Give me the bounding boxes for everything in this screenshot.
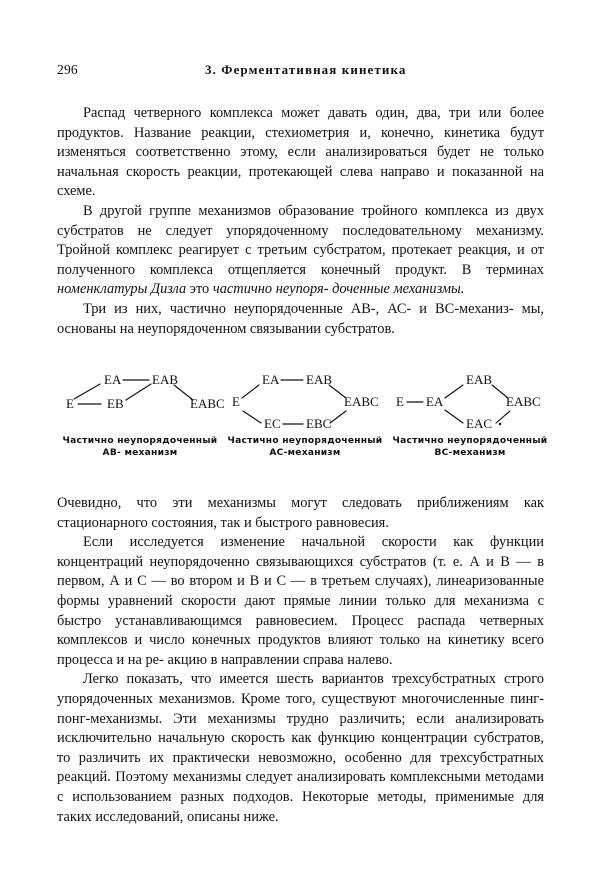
node-ec: EC: [264, 416, 281, 431]
figure-ab-mechanism: [52, 366, 228, 476]
edge-eabc-ebc: [330, 411, 346, 423]
figure-bc-caption: [388, 436, 552, 459]
figure-ab-caption-line1: Частично неупорядоченный: [62, 436, 218, 446]
edge-e-ea: [74, 384, 100, 399]
running-head: [57, 62, 544, 80]
paragraph-2-lead: В другой группе механизмов образование тройного комплекса из двух субстратов не следует упорядоченному последовательному механизму. Тройной комплекс реагирует с третьим субстратом, протекает реакция, и от полученного комплекса отщепляется конечный продукт. В терминах: [57, 202, 544, 278]
body-text-lower: [57, 494, 544, 827]
edge-ea-eac: [445, 410, 463, 423]
node-ea: EA: [104, 372, 122, 387]
figure-bc-mechanism: [388, 366, 552, 476]
node-ea: EA: [262, 372, 280, 387]
paragraph-6-tail: таких исследований, описаны ниже.: [57, 808, 279, 825]
paragraph-3: [57, 300, 544, 339]
node-e: E: [66, 396, 74, 411]
ab-mechanism-graph: [52, 366, 228, 432]
figure-ac-caption-line2: АС-механизм: [269, 447, 341, 458]
paragraph-2: [57, 202, 544, 300]
paragraph-5-lead: Если исследуется изменение начальной скорости как функции концентраций неупорядоченно связывающихся субстратов (т. е. А и В — в первом, А и С — во втором и В и С — в третьем случаях), линеаризованные формы уравнений скорости дают прямые линии только для механизма с быстро устанавливающимся равновесием. Процесс распада четверных комплексов и число конечных продуктов влияют только на кинетику всего процесса и на ре-: [57, 534, 544, 668]
node-ebc: EBC: [306, 416, 332, 431]
figure-ab-caption-line2: АВ- механизм: [102, 447, 178, 458]
paragraph-1: [57, 104, 544, 202]
node-eac: EAC: [466, 416, 492, 431]
paragraph-6: [57, 670, 544, 827]
paragraph-3-tail: мы, основаны на неупорядоченном связывании субстратов.: [57, 300, 544, 337]
node-eab: EAB: [306, 372, 332, 387]
figure-bc-caption-line1: Частично неупорядоченный: [392, 436, 548, 446]
paragraph-2-italic-partially: частично неупоря-: [212, 281, 329, 298]
node-e: E: [396, 394, 404, 409]
edge-eac-eabc: [496, 411, 510, 423]
node-eabc: EABC: [190, 396, 225, 411]
paragraph-5-tail: акцию в направлении справа налево.: [167, 651, 393, 668]
bc-mechanism-graph: [388, 366, 552, 436]
mechanism-figures: [48, 366, 552, 476]
figure-ac-caption-line1: Частично неупорядоченный: [227, 436, 383, 446]
edge-eb-eab: [126, 384, 151, 400]
node-eab: EAB: [152, 372, 178, 387]
edge-e-ea: [242, 385, 259, 398]
paragraph-2-mid: это: [186, 281, 213, 298]
node-eabc: EABC: [344, 394, 379, 409]
print-speck: [499, 423, 501, 425]
body-text-upper: [57, 104, 544, 339]
paragraph-4-lead: Очевидно, что эти механизмы могут следовать приближениям как: [57, 495, 544, 511]
paragraph-2-italic-nomenclature: номенклатуры Дизла: [57, 281, 187, 298]
node-eb: EB: [107, 396, 124, 411]
node-ea: EA: [426, 394, 444, 409]
edge-ea-eab: [445, 385, 463, 398]
paragraph-1-lead: Распад четверного комплекса может давать один, два, три или более продуктов. Название реакции, стехиометрия и, конечно, кинетика будут изменяться соответственно этому, если анализироваться будет не только начальная скорость реакции, протекающей слева: [57, 105, 544, 180]
figure-ac-caption: [222, 436, 388, 459]
chapter-title: 3. Ферментативная кинетика: [205, 62, 407, 77]
page-number: 296: [57, 62, 78, 77]
edge-ec-e: [243, 411, 261, 423]
paragraph-4: [57, 494, 544, 533]
paragraph-4-tail: стационарного состояния, так и быстрого равновесия.: [57, 514, 389, 531]
paragraph-2-italic-tail: доченные механизмы.: [332, 281, 465, 298]
node-eab: EAB: [466, 372, 492, 387]
figure-ac-mechanism: [222, 366, 388, 476]
paragraph-3-lead: Три из них, частично неупорядоченные АВ-, АС- и ВС-механиз-: [83, 300, 514, 317]
figure-bc-caption-line2: ВС-механизм: [434, 447, 506, 458]
ac-mechanism-graph: [222, 366, 388, 436]
paragraph-5: [57, 533, 544, 670]
figure-ab-caption: [52, 436, 228, 459]
paragraph-1-tail: направо и показанной на схеме.: [57, 163, 544, 200]
node-eabc: EABC: [506, 394, 541, 409]
node-e: E: [232, 394, 240, 409]
paragraph-6-lead: Легко показать, что имеется шесть вариантов трехсубстратных строго упорядоченных механизмов. Кроме того, существуют многочисленные пинг-понг-механизмы. Эти механизмы трудно различить; если анализировать исключительно начальную скорость как функцию концентрации субстратов, то различить их практически невозможно, особенно для трехсубстратных реакций. Поэтому механизмы следует анализировать комплексными методами с использованием разных подходов. Некоторые методы, применимые для: [57, 671, 544, 805]
